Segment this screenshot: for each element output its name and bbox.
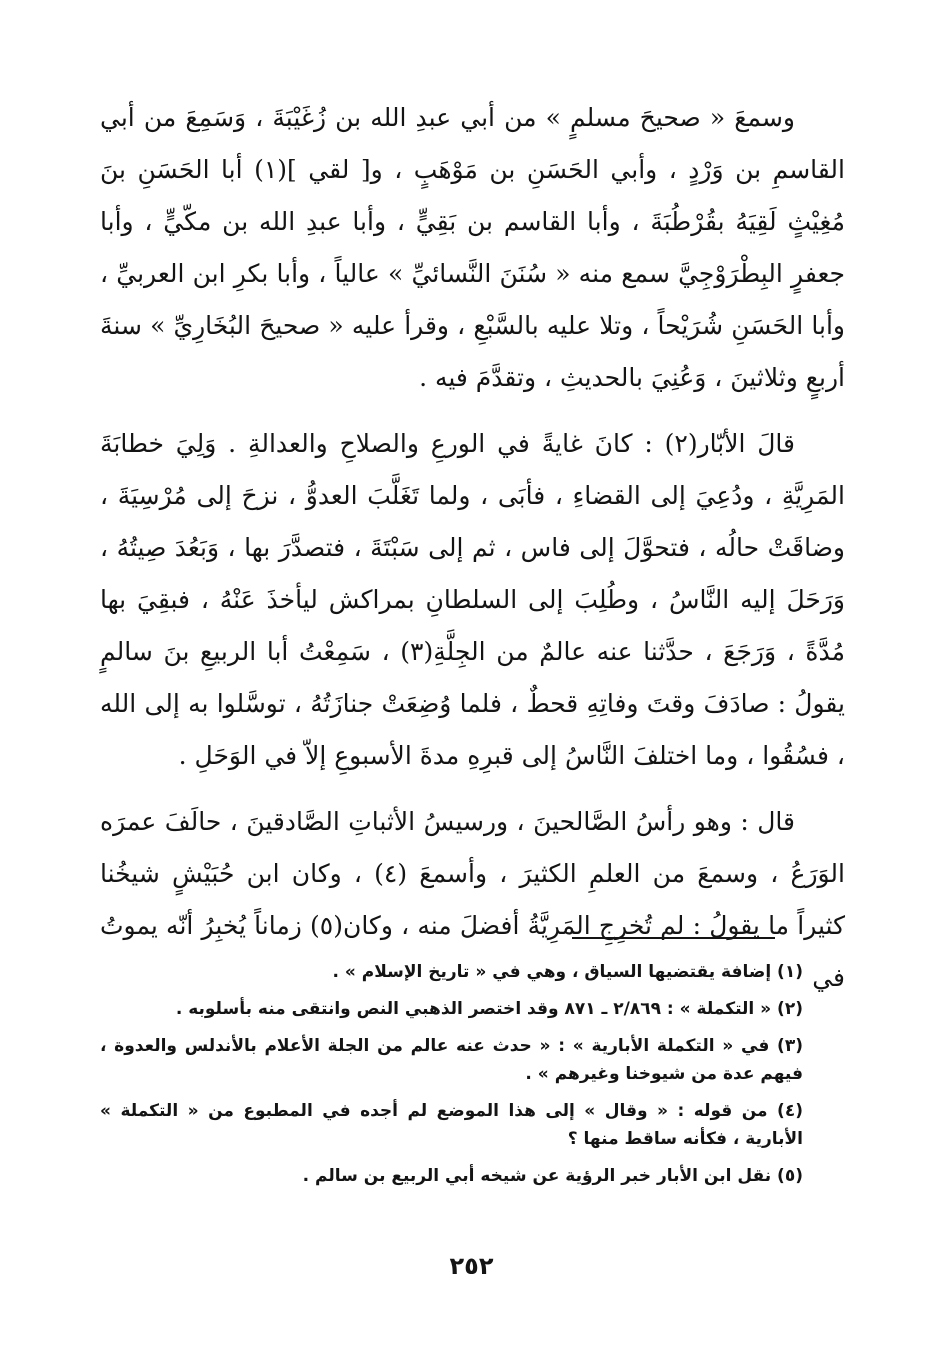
footnote-2: (٢) « التكملة » : ٢/٨٦٩ ـ ٨٧١ وقد اختصر الذهبي النص وانتقى منه بأسلوبه . (175, 999, 803, 1019)
paragraph-3: قال : وهو رأسُ الصَّالحينَ ، ورسيسُ الأثباتِ الصَّادقينَ ، حالَفَ عمرَه الوَرَعُ ، وسمعَ من العلمِ الكثيرَ ، وأسمعَ (٤) ، وكان ابن حُبَيْشٍ شيخُنا كثيراً ما يقولُ : لم تُخرِجِ المَرِيَّةُ أفضلَ منه ، وكان(٥) زماناً يُخبِرُ أنّه يموتُ في (100, 807, 845, 992)
footnote-5: (٥) نقل ابن الأبار خبر الرؤية عن شيخه أبي الربيع بن سالم . (302, 1166, 803, 1186)
footnotes (100, 958, 845, 1199)
paragraph-2: قالَ الأبّار(٢) : كانَ غايةً في الورعِ والصلاحِ والعدالةِ . وَلِيَ خطابَةَ المَرِيَّةِ ، ودُعِيَ إلى القضاءِ ، فأبَى ، ولما تَغَلَّبَ العدوُّ ، نزحَ إلى مُرْسِيَةَ ، وضاقَتْ حالُه ، فتحوَّلَ إلى فاس ، ثم إلى سَبْتَةَ ، فتصدَّرَ بها ، وَبَعُدَ صِيتُهُ ، وَرَحَلَ إليه النَّاسُ ، وطُلِبَ إلى السلطانِ بمراكش ليأخذَ عَنْهُ ، فبقِيَ بها مُدَّةً ، وَرَجَعَ ، حدَّثنا عنه عالمٌ من الجِلَّةِ(٣) ، سَمِعْتُ أبا الربيعِ بنَ سالمٍ يقولُ : صادَفَ وقتَ وفاتِهِ قحطٌ ، فلما وُضِعَتْ جنازَتُهُ ، توسَّلوا به إلى الله ، فسُقُوا ، وما اختلفَ النَّاسُ إلى قبرِهِ مدةَ الأسبوعِ إلاّ في الوَحَلِ . (100, 429, 845, 770)
footnote-3: (٣) في « التكملة الأبارية » : « حدث عنه عالم من الجلة الأعلام بالأندلس والعدوة ، فيهم عدة من شيوخنا وغيرهم » . (100, 1036, 803, 1084)
main-text (100, 92, 845, 1018)
page-number: ٢٥٢ (449, 1252, 494, 1280)
footnote-divider (572, 937, 775, 939)
footnote-4: (٤) من قوله : « وقال » إلى هذا الموضع لم أجده في المطبوع من « التكملة » الأبارية ، فكأنه ساقط منها ؟ (100, 1101, 803, 1149)
paragraph-1: وسمعَ « صحيحَ مسلمٍ » من أبي عبدِ الله بن زُغَيْبَةَ ، وَسَمِعَ من أبي القاسمِ بن وَرْدٍ ، وأبي الحَسَنِ بن مَوْهَبٍ ، و[ لقي ](١) أبا الحَسَنِ بنَ مُغِيْثٍ لَقِيَهُ بقُرْطُبَةَ ، وأبا القاسم بن بَقِيٍّ ، وأبا عبدِ الله بن مكّيٍّ ، وأبا جعفرٍ البِطْرَوْجِيَّ سمع منه « سُنَنَ النَّسائيِّ » عالياً ، وأبا بكرِ ابن العربيِّ ، وأبا الحَسَنِ شُرَيْحاً ، وتلا عليه بالسَّبْعِ ، وقرأ عليه « صحيحَ البُخَارِيِّ » سنةَ أربعٍ وثلاثينَ ، وَعُنِيَ بالحديثِ ، وتقدَّمَ فيه . (100, 103, 845, 392)
footnote-1: (١) إضافة يقتضيها السياق ، وهي في « تاريخ الإسلام » . (332, 962, 803, 982)
